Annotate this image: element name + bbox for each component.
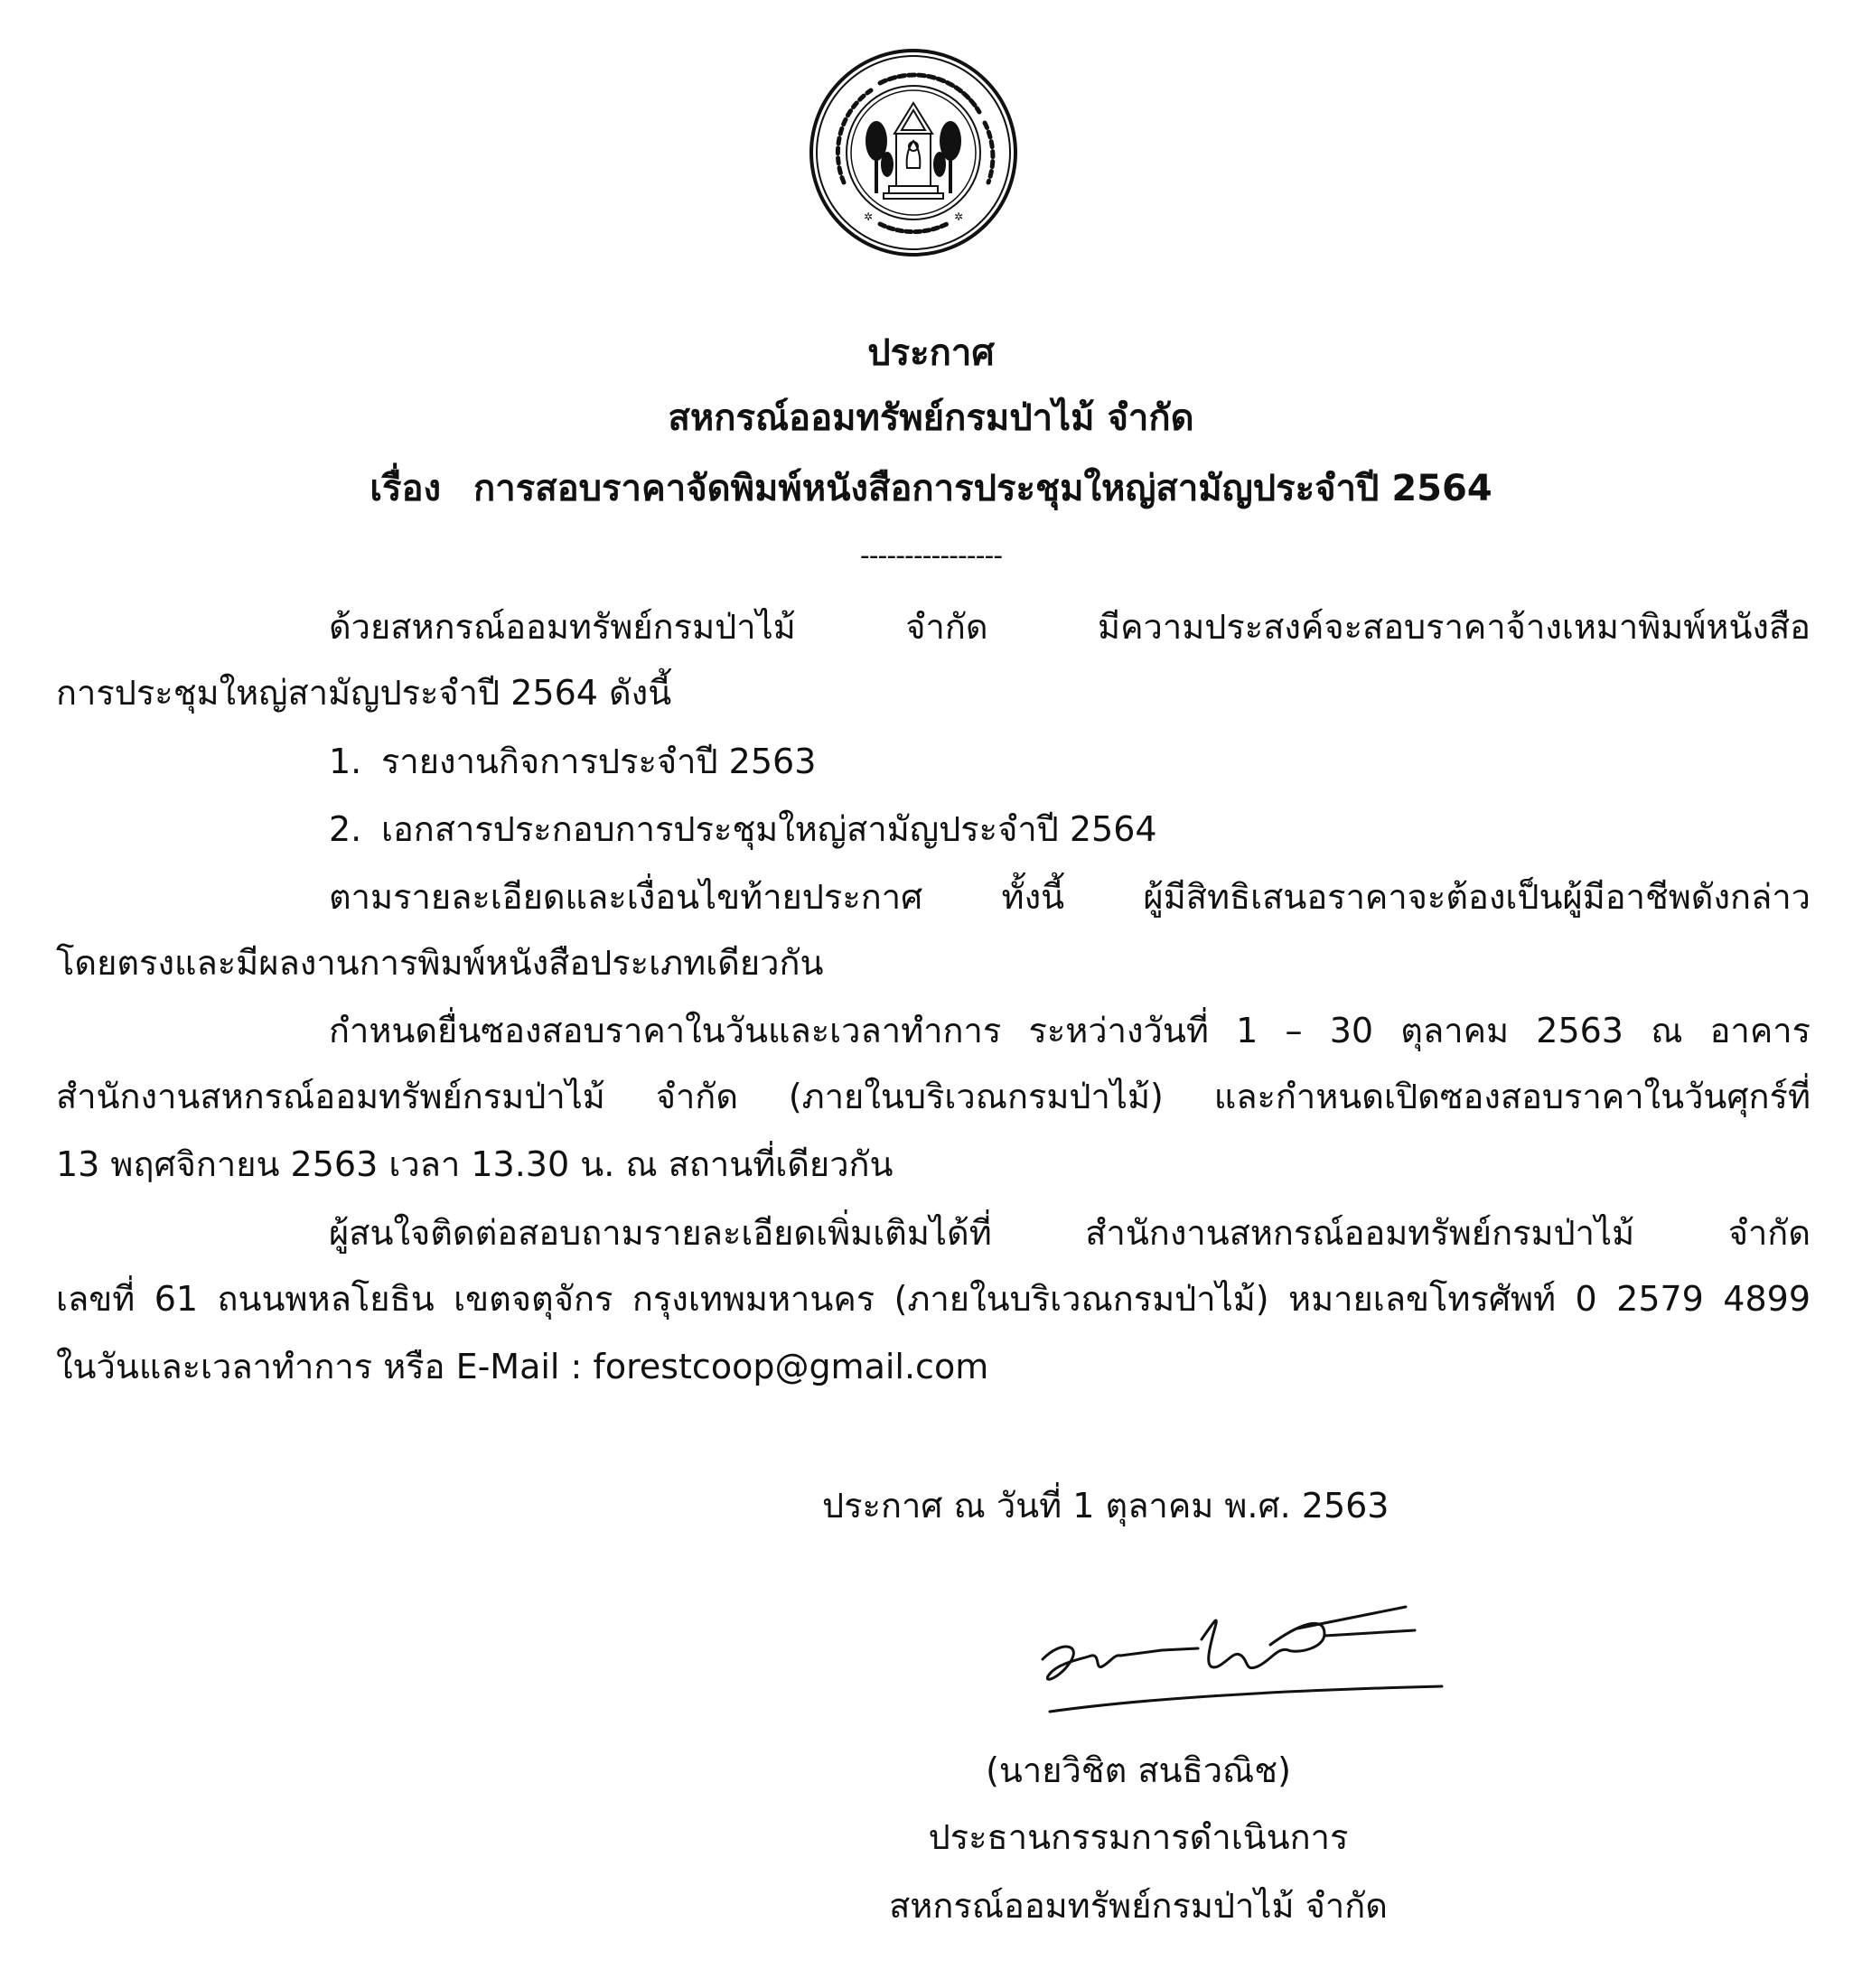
announcement-title: ประกาศ (867, 332, 995, 374)
list-item-number: 1. (329, 742, 362, 781)
schedule-line-1: กำหนดยื่นซองสอบราคาในวันและเวลาทำการ ระหว่างวันที่ 1 – 30 ตุลาคม 2563 ณ อาคาร (329, 1011, 1811, 1050)
contact-line-1: ผู้สนใจติดต่อสอบถามรายละเอียดเพิ่มเติมได้ที่ สำนักงานสหกรณ์ออมทรัพย์กรมป่าไม้ จำกัด (329, 1213, 1811, 1253)
list-item-text: รายงานกิจการประจำปี 2563 (381, 742, 817, 781)
contact-line-3: ในวันและเวลาทำการ หรือ E-Mail : forestcoop@gmail.com (56, 1347, 989, 1386)
conditions-line-1: ตามรายละเอียดและเงื่อนไขท้ายประกาศ ทั้งนี้ ผู้มีสิทธิเสนอราคาจะต้องเป็นผู้มีอาชีพดังกล่าว (329, 877, 1811, 917)
subject-line (0, 466, 1862, 511)
list-item-text: เอกสารประกอบการประชุมใหญ่สามัญประจำปี 2564 (381, 809, 1157, 849)
contact-line-2: เลขที่ 61 ถนนพหลโยธิน เขตจตุจักร กรุงเทพมหานคร (ภายในบริเวณกรมป่าไม้) หมายเลขโทรศัพท์ 0 2579 4899 (56, 1279, 1811, 1319)
svg-text:✲: ✲ (954, 210, 964, 223)
list-item-number: 2. (329, 809, 362, 849)
schedule-line-2: สำนักงานสหกรณ์ออมทรัพย์กรมป่าไม้ จำกัด (ภายในบริเวณกรมป่าไม้) และกำหนดเปิดซองสอบราคาในวันศุกร์ที่ (56, 1077, 1811, 1116)
handwritten-signature (1026, 1603, 1496, 1739)
intro-line-1: ด้วยสหกรณ์ออมทรัพย์กรมป่าไม้ จำกัด มีความประสงค์จะสอบราคาจ้างเหมาพิมพ์หนังสือ (329, 607, 1811, 647)
schedule-line-3: 13 พฤศจิกายน 2563 เวลา 13.30 น. ณ สถานที่เดียวกัน (56, 1144, 894, 1184)
intro-line-2: การประชุมใหญ่สามัญประจำปี 2564 ดังนี้ (56, 673, 672, 713)
divider: ---------------- (859, 540, 1003, 572)
conditions-line-2: โดยตรงและมีผลงานการพิมพ์หนังสือประเภทเดียวกัน (56, 943, 824, 983)
svg-text:✲: ✲ (864, 210, 874, 223)
subject-label: เรื่อง (370, 468, 442, 509)
list-item (329, 807, 1157, 852)
cooperative-seal-icon (808, 47, 1019, 258)
signatory-name: (นายวิชิต สนธิวณิช) (986, 1750, 1291, 1790)
organization-name: สหกรณ์ออมทรัพย์กรมป่าไม้ จำกัด (668, 397, 1194, 439)
subject-text: การสอบราคาจัดพิมพ์หนังสือการประชุมใหญ่สามัญประจำปี 2564 (473, 468, 1492, 509)
list-item (329, 739, 816, 784)
signatory-position: ประธานกรรมการดำเนินการ (928, 1817, 1349, 1857)
announcement-date: ประกาศ ณ วันที่ 1 ตุลาคม พ.ศ. 2563 (822, 1486, 1389, 1526)
signatory-organization: สหกรณ์ออมทรัพย์กรมป่าไม้ จำกัด (889, 1886, 1388, 1926)
